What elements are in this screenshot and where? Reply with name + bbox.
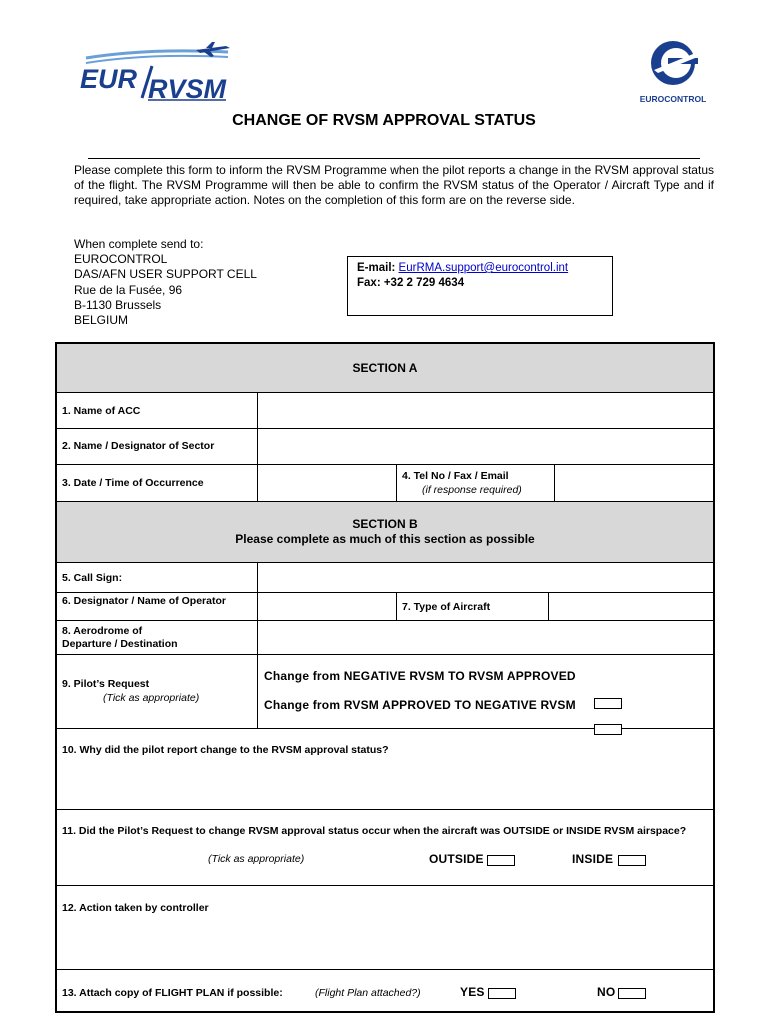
- field-4-label: 4. Tel No / Fax / Email: [402, 470, 509, 482]
- address-line: When complete send to:: [74, 237, 204, 251]
- outside-checkbox[interactable]: [487, 855, 515, 866]
- eur-rvsm-logo: [78, 40, 238, 104]
- address-line: Rue de la Fusée, 96: [74, 282, 183, 297]
- logo-text-eur: EUR: [80, 64, 138, 94]
- fax-number: Fax: +32 2 729 4634: [357, 276, 465, 289]
- email-label: E-mail:: [357, 262, 399, 274]
- field-9-label: 9. Pilot’s Request: [62, 678, 150, 690]
- checkbox-negative-to-approved[interactable]: [594, 724, 622, 735]
- postal-address: [74, 237, 334, 328]
- sector-name-field[interactable]: [259, 430, 713, 464]
- call-sign-field[interactable]: [259, 564, 713, 592]
- section-a-title: SECTION A: [352, 361, 418, 375]
- section-b-subtitle: Please complete as much of this section as possible: [235, 532, 535, 546]
- contact-box: [347, 256, 613, 316]
- no-label: NO: [597, 985, 616, 999]
- section-b-title: SECTION B: [352, 517, 418, 531]
- field-8-label-line2: Departure / Destination: [62, 638, 178, 650]
- aircraft-type-field[interactable]: [550, 594, 713, 620]
- field-2-label: 2. Name / Designator of Sector: [62, 440, 215, 452]
- checkbox-approved-to-negative[interactable]: [594, 698, 622, 709]
- field-8-label: 8. Aerodrome of: [62, 625, 143, 637]
- address-line: EUROCONTROL: [74, 252, 168, 267]
- eurocontrol-label: EUROCONTROL: [639, 94, 707, 104]
- address-line: DAS/AFN USER SUPPORT CELL: [74, 267, 257, 282]
- acc-name-field[interactable]: [259, 394, 713, 428]
- field-11-label: 11. Did the Pilot’s Request to change RVSM approval status occur when the aircraft was OUTSIDE or INSIDE RVSM airspace?: [62, 825, 687, 837]
- address-line: BELGIUM: [74, 313, 129, 328]
- email-link[interactable]: EurRMA.support@eurocontrol.int: [398, 262, 569, 274]
- logo-text-rvsm: RVSM: [148, 74, 227, 104]
- intro-paragraph: Please complete this form to inform the RVSM Programme when the pilot reports a change in the RVSM approval status of the flight. The RVSM Programme will then be able to confirm the RVSM status of the Operator / Aircraft Type and if required, take appropriate action. Notes on the completion of this form are on the reverse side.: [74, 163, 714, 208]
- date-time-field[interactable]: [259, 466, 396, 501]
- eurocontrol-emblem-icon: [628, 36, 718, 92]
- field-9-note: (Tick as appropriate): [103, 692, 200, 704]
- outside-label: OUTSIDE: [429, 852, 484, 866]
- address-line: B-1130 Brussels: [74, 297, 162, 312]
- field-3-label: 3. Date / Time of Occurrence: [62, 477, 204, 489]
- inside-label: INSIDE: [572, 852, 614, 866]
- field-12-label: 12. Action taken by controller: [62, 902, 209, 914]
- inside-checkbox[interactable]: [618, 855, 646, 866]
- field-4-note: (if response required): [422, 484, 522, 496]
- title-rule: [88, 158, 700, 159]
- field-13-label: 13. Attach copy of FLIGHT PLAN if possible:: [62, 987, 283, 999]
- yes-label: YES: [460, 985, 485, 999]
- no-checkbox[interactable]: [618, 988, 646, 999]
- option-negative-to-approved: Change from NEGATIVE RVSM TO RVSM APPROVED: [264, 669, 576, 683]
- report-form: [55, 342, 715, 1013]
- field-6-label: 6. Designator / Name of Operator: [62, 595, 226, 607]
- field-5-label: 5. Call Sign:: [62, 572, 123, 584]
- option-approved-to-negative: Change from RVSM APPROVED TO NEGATIVE RVSM: [264, 698, 576, 712]
- field-7-label: 7. Type of Aircraft: [402, 601, 491, 613]
- contact-details-field[interactable]: [556, 466, 713, 501]
- page-title: CHANGE OF RVSM APPROVAL STATUS: [232, 112, 536, 129]
- field-10-label: 10. Why did the pilot report change to the RVSM approval status?: [62, 744, 389, 756]
- operator-field[interactable]: [259, 594, 396, 620]
- eurocontrol-logo: [628, 36, 718, 108]
- reason-field[interactable]: [59, 762, 711, 808]
- action-taken-field[interactable]: [59, 919, 711, 967]
- field-13-note: (Flight Plan attached?): [315, 987, 421, 999]
- yes-checkbox[interactable]: [488, 988, 516, 999]
- field-11-note: (Tick as appropriate): [208, 853, 305, 865]
- field-1-label: 1. Name of ACC: [62, 405, 141, 417]
- aerodrome-field[interactable]: [259, 622, 713, 654]
